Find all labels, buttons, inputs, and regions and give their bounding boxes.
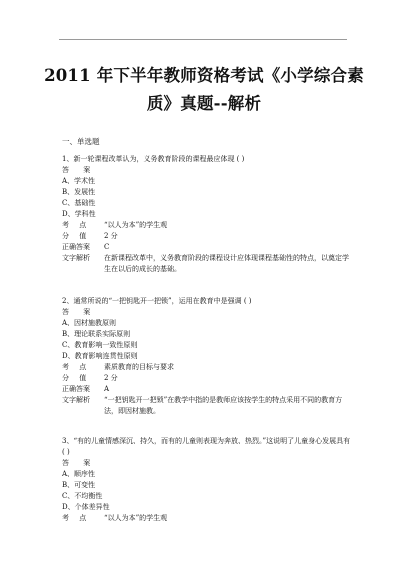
question-1 [62, 154, 352, 275]
option-c: C、基础性 [62, 199, 96, 207]
option-b: B、发展性 [62, 188, 96, 196]
question-stem: 3、“有的儿童情感深沉、持久，而有的儿童则表现为奔放、热烈。”这说明了儿童身心发展具有 ( ) [62, 437, 351, 456]
explanation-row [62, 395, 352, 417]
question-2 [62, 296, 352, 417]
option-a: A、因材施教原则 [62, 319, 117, 327]
fenzhi-row [62, 373, 352, 384]
correct-answer-label: 正确答案 [62, 243, 90, 251]
kaodian-value: “以人为本”的学生观 [104, 514, 168, 522]
kaodian-label: 考 点 [62, 221, 91, 229]
option-b: B、理论联系实际原则 [62, 330, 131, 338]
correct-answer-row [62, 384, 352, 395]
fenzhi-label: 分 值 [62, 374, 91, 382]
fenzhi-value: 2 分 [104, 374, 118, 382]
option-b: B、可变性 [62, 481, 96, 489]
kaodian-label: 考 点 [62, 514, 91, 522]
question-3 [62, 436, 352, 524]
option-a: A、学术性 [62, 177, 96, 185]
header-rule [59, 39, 347, 40]
kaodian-value: “以人为本”的学生观 [104, 221, 168, 229]
fenzhi-value: 2 分 [104, 232, 118, 240]
fenzhi-label: 分 值 [62, 232, 91, 240]
answer-heading: 答 案 [62, 459, 97, 467]
question-stem: 1、新一轮课程改革认为，义务教育阶段的课程最应体现 ( ) [62, 155, 245, 163]
option-d: D、教育影响连贯性原则 [62, 352, 138, 360]
option-a: A、顺序性 [62, 470, 96, 478]
kaodian-row [62, 220, 352, 231]
explanation-label: 文字解析 [62, 396, 90, 404]
page-title [40, 62, 368, 118]
title-line-2: 质》真题--解析 [146, 94, 262, 113]
correct-answer-value: C [104, 243, 110, 251]
answer-heading: 答 案 [62, 166, 97, 174]
option-c: C、不均衡性 [62, 492, 103, 500]
answer-heading: 答 案 [62, 308, 97, 316]
option-d: D、学科性 [62, 210, 96, 218]
kaodian-value: 素质教育的目标与要求 [104, 363, 174, 371]
kaodian-label: 考 点 [62, 363, 91, 371]
explanation-label: 文字解析 [62, 254, 90, 262]
explanation-row [62, 253, 352, 275]
title-line-1: 2011 年下半年教师资格考试《小学综合素 [44, 66, 364, 85]
explanation-text: “一把钥匙开一把锁”在教学中指的是教师应该按学生的特点采用不同的教育方法，即因材施教。 [104, 396, 343, 415]
kaodian-row [62, 362, 352, 373]
correct-answer-value: A [104, 385, 110, 393]
option-c: C、教育影响一致性原则 [62, 341, 138, 349]
kaodian-row [62, 513, 352, 524]
correct-answer-label: 正确答案 [62, 385, 90, 393]
option-d: D、个体差异性 [62, 503, 110, 511]
correct-answer-row [62, 242, 352, 253]
fenzhi-row [62, 231, 352, 242]
explanation-text: 在新课程改革中，义务教育阶段的课程设计应体现课程基础性的特点，以奠定学生在以后的成长的基础。 [104, 254, 349, 273]
section-heading: 一、单选题 [62, 137, 100, 146]
question-stem: 2、通常所说的“一把钥匙开一把锁”，运用在教育中是强调 ( ) [62, 297, 252, 305]
